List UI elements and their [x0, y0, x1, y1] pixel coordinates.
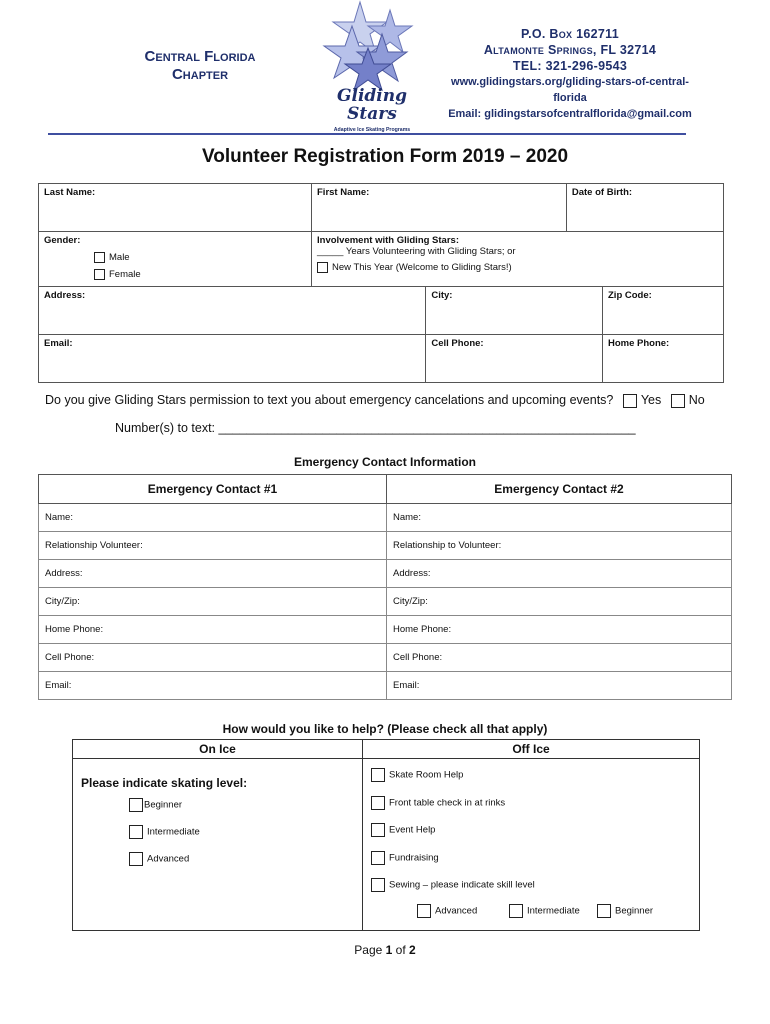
svg-text:Gliding: Gliding	[336, 86, 408, 106]
form-title: Volunteer Registration Form 2019 – 2020	[201, 146, 569, 167]
gender-field	[39, 232, 312, 287]
female-checkbox[interactable]	[94, 269, 105, 280]
emergency-contact-2-header: Emergency Contact #2	[387, 475, 732, 504]
chapter-line2: Chapter	[171, 66, 229, 83]
first-name-field[interactable]: First Name:	[312, 184, 567, 232]
help-heading: How would you like to help? (Please check all that apply)	[222, 722, 548, 736]
no-label: No	[688, 393, 705, 407]
address-field[interactable]: Address:	[39, 287, 426, 335]
ec2-email[interactable]: Email:	[387, 672, 732, 700]
ec2-cell-phone[interactable]: Cell Phone:	[387, 644, 732, 672]
off-ice-header: Off Ice	[363, 740, 699, 759]
text-permission	[45, 393, 765, 408]
on-ice-header: On Ice	[73, 740, 362, 759]
chapter-name	[135, 48, 265, 84]
ec1-name[interactable]: Name:	[39, 504, 387, 532]
new-this-year-option[interactable]: New This Year (Welcome to Gliding Stars!)	[317, 262, 718, 273]
gliding-stars-logo	[312, 0, 432, 135]
intermediate-option[interactable]: Intermediate	[129, 825, 200, 839]
numbers-to-text[interactable]: Number(s) to text: ____________________________________________________________	[115, 421, 636, 435]
ec1-address[interactable]: Address:	[39, 560, 387, 588]
ec1-relationship[interactable]: Relationship Volunteer:	[39, 532, 387, 560]
page-number: Page 1 of 2	[354, 943, 416, 957]
home-phone-field[interactable]: Home Phone:	[603, 335, 724, 383]
advanced-option[interactable]: Advanced	[129, 852, 189, 866]
ec2-relationship[interactable]: Relationship to Volunteer:	[387, 532, 732, 560]
skate-room-checkbox[interactable]	[371, 768, 385, 782]
po-box: P.O. Box 162711	[521, 27, 619, 41]
female-option[interactable]: Female	[94, 269, 306, 280]
male-checkbox[interactable]	[94, 252, 105, 263]
website: www.glidingstars.org/gliding-stars-of-central-florida	[451, 76, 689, 104]
involvement-label: Involvement with Gliding Stars:	[317, 235, 459, 246]
event-help-option[interactable]: Event Help	[371, 823, 435, 837]
sewing-checkbox[interactable]	[371, 878, 385, 892]
ec2-address[interactable]: Address:	[387, 560, 732, 588]
beginner-checkbox[interactable]	[129, 798, 143, 812]
cell-phone-field[interactable]: Cell Phone:	[426, 335, 603, 383]
email-field[interactable]: Email:	[39, 335, 426, 383]
telephone: TEL: 321-296-9543	[512, 59, 628, 73]
event-help-checkbox[interactable]	[371, 823, 385, 837]
advanced-checkbox[interactable]	[129, 852, 143, 866]
male-option[interactable]: Male	[94, 252, 306, 263]
sewing-option[interactable]: Sewing – please indicate skill level	[371, 878, 535, 892]
fundraising-checkbox[interactable]	[371, 851, 385, 865]
ec2-name[interactable]: Name:	[387, 504, 732, 532]
front-table-checkbox[interactable]	[371, 796, 385, 810]
stars-logo-icon	[312, 0, 432, 135]
years-volunteering[interactable]: _____ Years Volunteering with Gliding Stars; or	[317, 246, 516, 257]
last-name-field[interactable]: Last Name:	[39, 184, 312, 232]
ec1-home-phone[interactable]: Home Phone:	[39, 616, 387, 644]
sew-intermediate-option[interactable]: Intermediate	[509, 904, 580, 918]
ec1-city-zip[interactable]: City/Zip:	[39, 588, 387, 616]
skate-room-option[interactable]: Skate Room Help	[371, 768, 463, 782]
column-divider	[362, 740, 363, 930]
ec1-email[interactable]: Email:	[39, 672, 387, 700]
svg-text:Adaptive Ice Skating Programs: Adaptive Ice Skating Programs	[333, 127, 411, 133]
yes-label: Yes	[640, 393, 662, 407]
chapter-line1: Central Florida	[144, 48, 256, 65]
fundraising-option[interactable]: Fundraising	[371, 851, 439, 865]
city-field[interactable]: City:	[426, 287, 603, 335]
zip-field[interactable]: Zip Code:	[603, 287, 724, 335]
yes-checkbox[interactable]	[623, 394, 637, 408]
personal-info-table	[38, 183, 724, 383]
sew-advanced-option[interactable]: Advanced	[417, 904, 477, 918]
involvement-field	[312, 232, 724, 287]
contact-email: Email: glidingstarsofcentralflorida@gmail.com	[448, 108, 692, 120]
emergency-heading: Emergency Contact Information	[293, 455, 477, 469]
beginner-option[interactable]: Beginner	[129, 798, 182, 812]
gender-label: Gender:	[44, 235, 81, 246]
no-checkbox[interactable]	[671, 394, 685, 408]
intermediate-checkbox[interactable]	[129, 825, 143, 839]
ec2-home-phone[interactable]: Home Phone:	[387, 616, 732, 644]
sew-beginner-option[interactable]: Beginner	[597, 904, 653, 918]
ec1-cell-phone[interactable]: Cell Phone:	[39, 644, 387, 672]
skating-level-label: Please indicate skating level:	[81, 776, 248, 790]
header-divider	[48, 133, 686, 135]
permission-question: Do you give Gliding Stars permission to text you about emergency cancelations and upcoming events?	[45, 393, 614, 407]
emergency-contact-1-header: Emergency Contact #1	[39, 475, 387, 504]
ec2-city-zip[interactable]: City/Zip:	[387, 588, 732, 616]
svg-text:Stars: Stars	[347, 104, 397, 124]
new-this-year-checkbox[interactable]	[317, 262, 328, 273]
emergency-contact-table	[38, 474, 732, 700]
sew-advanced-checkbox[interactable]	[417, 904, 431, 918]
sew-intermediate-checkbox[interactable]	[509, 904, 523, 918]
front-table-option[interactable]: Front table check in at rinks	[371, 796, 505, 810]
dob-field[interactable]: Date of Birth:	[566, 184, 723, 232]
contact-block	[440, 26, 700, 122]
sew-beginner-checkbox[interactable]	[597, 904, 611, 918]
city-state: Altamonte Springs, FL 32714	[483, 43, 657, 57]
help-options-box	[72, 739, 700, 931]
